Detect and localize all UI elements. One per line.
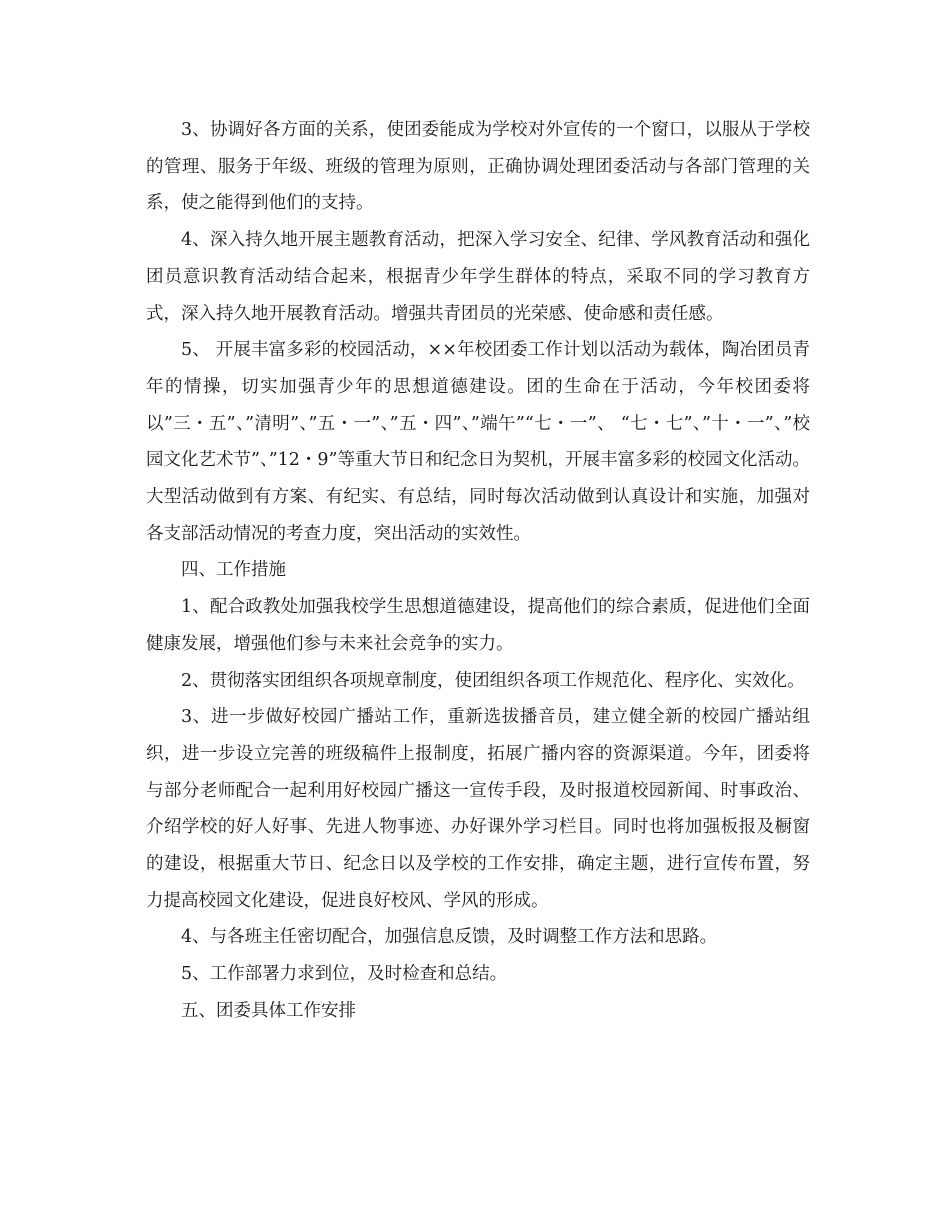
- section-heading-work-arrangement: 五、团委具体工作安排: [181, 1000, 356, 1021]
- paragraph-item-5-campus-activities: 5、 开展丰富多彩的校园活动，××年校团委工作计划以活动为载体，陶冶团员青年的情操，切实加强青少年的思想道德建设。团的生命在于活动，今年校团委将以”三・五”、”清明”、”五・一”、”五・四”、”端午”“七・一”、 “七・七”、”十・一”、”校园文化艺术节”、”12・9”等重大节日和纪念日为契机，开展丰富多彩的校园文化活动。大型活动做到有方案、有纪实、有总结，同时每次活动做到认真设计和实施，加强对各支部活动情况的考查力度，突出活动的实效性。: [146, 340, 810, 544]
- section-heading-work-measures: 四、工作措施: [181, 560, 286, 581]
- paragraph-measure-1: 1、配合政教处加强我校学生思想道德建设，提高他们的综合素质，促进他们全面健康发展，增强他们参与未来社会竞争的实力。: [146, 597, 810, 654]
- paragraph-measure-2: 2、贯彻落实团组织各项规章制度，使团组织各项工作规范化、程序化、实效化。: [181, 670, 805, 691]
- paragraph-measure-3: 3、进一步做好校园广播站工作，重新选拔播音员，建立健全新的校园广播站组织，进一步设立完善的班级稿件上报制度，拓展广播内容的资源渠道。今年，团委将与部分老师配合一起利用好校园广播这一宣传手段，及时报道校园新闻、时事政治、介绍学校的好人好事、先进人物事迹、办好课外学习栏目。同时也将加强板报及橱窗的建设，根据重大节日、纪念日以及学校的工作安排，确定主题，进行宣传布置，努力提高校园文化建设，促进良好校风、学风的形成。: [146, 707, 810, 911]
- paragraph-item-4-theme-education: 4、深入持久地开展主题教育活动，把深入学习安全、纪律、学风教育活动和强化团员意识教育活动结合起来，根据青少年学生群体的特点，采取不同的学习教育方式，深入持久地开展教育活动。增强共青团员的光荣感、使命感和责任感。: [146, 230, 810, 324]
- paragraph-item-3-coordinate: 3、协调好各方面的关系，使团委能成为学校对外宣传的一个窗口，以服从于学校的管理、服务于年级、班级的管理为原则，正确协调处理团委活动与各部门管理的关系，使之能得到他们的支持。: [146, 120, 810, 214]
- paragraph-measure-5: 5、工作部署力求到位，及时检查和总结。: [181, 964, 508, 985]
- document-body: [146, 112, 810, 1030]
- paragraph-measure-4: 4、与各班主任密切配合，加强信息反馈，及时调整工作方法和思路。: [181, 927, 718, 948]
